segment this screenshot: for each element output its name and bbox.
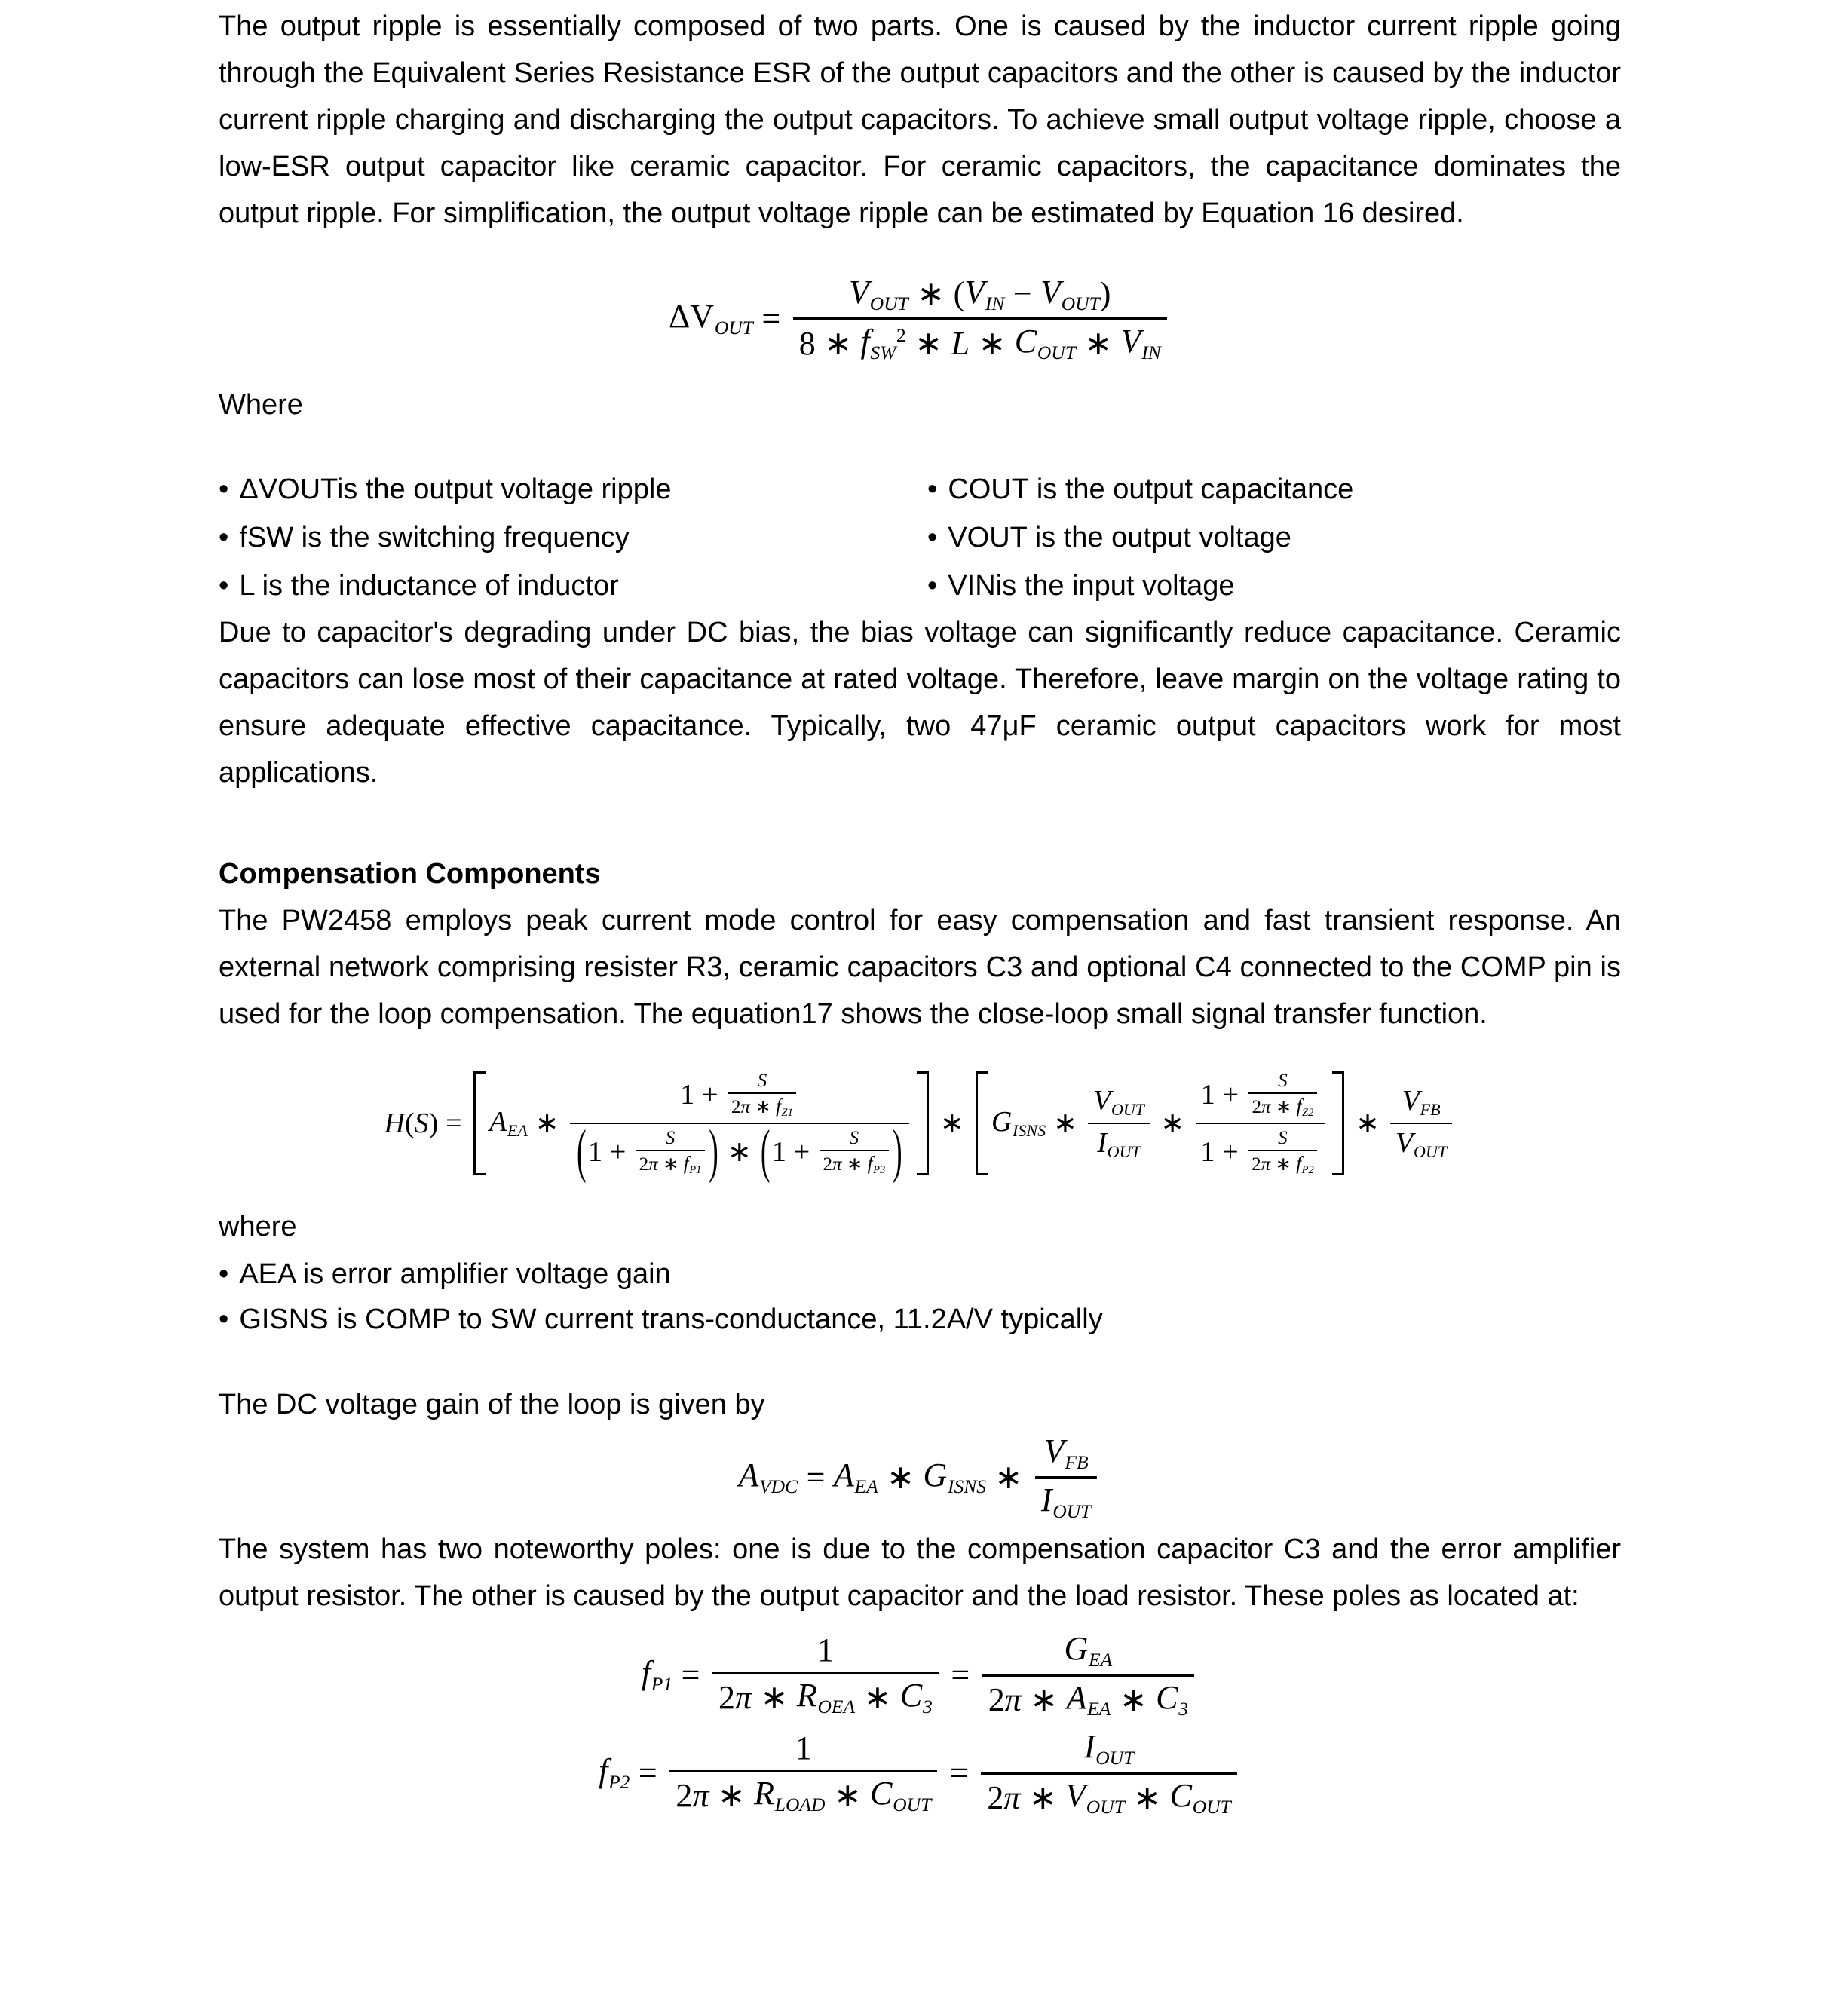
math-variable: π [648, 1154, 658, 1175]
math-subscript: OUT [893, 1794, 932, 1815]
math-fraction [1248, 1129, 1318, 1176]
equation-pole-fp1 [219, 1631, 1621, 1719]
page-content [219, 3, 1621, 1817]
math-variable: $V_{IN}$ [964, 273, 1005, 314]
math-subscript: EA [854, 1475, 878, 1498]
math-row [991, 1071, 1328, 1176]
math-subscript: 3 [922, 1696, 933, 1717]
math-variable: π [735, 1678, 752, 1716]
math-text: ) [1099, 275, 1111, 313]
math-operator: ∗ [1052, 1108, 1077, 1139]
math-text: 2 [823, 1154, 833, 1175]
math-variable: S [414, 1108, 429, 1139]
math-row [1035, 1481, 1097, 1522]
math-row [675, 1071, 804, 1119]
math-fraction [728, 1071, 796, 1119]
math-variable: $R_{OEA}$ [796, 1677, 856, 1717]
math-operator: ∗ [914, 324, 943, 362]
math-operator: ∗ [847, 1154, 863, 1175]
list-item-text: COUT is the output capacitance [948, 473, 1354, 505]
paren-r: ) [709, 1119, 718, 1185]
math-variable: π [1261, 1154, 1271, 1175]
math-subscript: P1 [651, 1673, 673, 1696]
math-text: 1 [680, 1078, 695, 1111]
math-row [489, 1070, 912, 1185]
math-variable: H [384, 1108, 405, 1139]
math-operator: ∗ [1084, 324, 1113, 362]
fraction-bar [982, 1674, 1194, 1676]
math-text: 2 [1252, 1097, 1261, 1118]
list-item-text: GISNS is COMP to SW current trans-conductance, 11.2A/V typically [239, 1304, 1103, 1335]
math-text: 1 [1200, 1078, 1215, 1111]
equation-dc-gain [219, 1432, 1621, 1523]
math-variable: $A_{EA}$ [1066, 1678, 1111, 1720]
math-operator: + [1222, 1078, 1239, 1111]
math-row [599, 1727, 1241, 1818]
math-text: 2 [988, 1681, 1005, 1718]
math-operator: + [609, 1136, 627, 1169]
math-variable: $V_{OUT}$ [1093, 1084, 1145, 1120]
math-row [793, 322, 1167, 363]
math-variable: L [951, 324, 970, 362]
equation-pole-fp2 [219, 1727, 1621, 1818]
math-variable: π [1261, 1097, 1271, 1118]
math-row [712, 1679, 938, 1716]
math-operator: = [681, 1656, 700, 1693]
math-operator: ∗ [663, 1154, 679, 1175]
math-row [641, 1629, 1198, 1720]
math-operator: ∗ [1276, 1097, 1292, 1118]
math-operator: ∗ [1275, 1154, 1291, 1175]
math-operator: = [761, 299, 781, 337]
math-text: ) [428, 1108, 439, 1139]
math-operator: ∗ [978, 324, 1006, 362]
math-subscript: OUT [1061, 292, 1100, 314]
list-item [219, 466, 927, 513]
math-variable: $V_{OUT}$ [1065, 1776, 1125, 1818]
math-variable: π [832, 1154, 842, 1175]
math-subscript: OUT [1086, 1795, 1125, 1818]
math-subscript: Z1 [781, 1106, 793, 1119]
math-operator: ∗ [535, 1108, 559, 1139]
paragraph-dc-gain-intro: The DC voltage gain of the loop is given by [219, 1389, 765, 1420]
list-item-text: L is the inductance of inductor [239, 570, 619, 602]
fraction-bar [1248, 1150, 1318, 1151]
math-operator: ∗ [824, 324, 853, 362]
math-subscript: OUT [1111, 1100, 1145, 1120]
fraction-bar [712, 1672, 938, 1674]
math-operator: − [1013, 275, 1032, 313]
math-fraction [1248, 1071, 1317, 1119]
math-text: ( [404, 1108, 415, 1139]
math-variable: $A_{EA}$ [489, 1105, 528, 1141]
math-subscript: ISNS [947, 1475, 986, 1498]
math-subscript: OUT [1052, 1500, 1092, 1522]
math-variable: $C_{OUT}$ [1169, 1776, 1231, 1818]
math-row [1390, 1126, 1452, 1162]
math-row [1088, 1086, 1150, 1119]
math-subscript: OUT [1192, 1795, 1231, 1818]
math-subscript: FB [1065, 1451, 1089, 1473]
math-operator: ∗ [833, 1776, 862, 1814]
bullet-marker: • [927, 570, 938, 602]
math-text: 8 [798, 324, 816, 362]
paren-r: ) [892, 1119, 902, 1185]
math-variable: $G_{EA}$ [1064, 1629, 1113, 1671]
math-operator: ∗ [1028, 1779, 1057, 1816]
list-item [219, 1297, 1621, 1342]
math-operator: ∗ [939, 1108, 964, 1139]
math-row [570, 1119, 909, 1185]
math-variable: $f_{Z2}$ [1296, 1095, 1314, 1119]
math-variable: $C_{OUT}$ [870, 1775, 932, 1815]
list-item [219, 1252, 1621, 1297]
math-row [843, 273, 1117, 314]
math-fraction [1196, 1071, 1325, 1176]
list-item [219, 514, 927, 561]
list-item-text: ΔVOUTis the output voltage ripple [239, 473, 672, 505]
bullet-marker: • [927, 522, 938, 553]
math-row [789, 1732, 818, 1765]
math-variable: $V_{OUT}$ [849, 273, 908, 314]
math-variable: $G_{ISNS}$ [923, 1457, 986, 1498]
paragraph-output-ripple: The output ripple is essentially composed of two parts. One is caused by the inductor current ripple going through the Equivalent Series Resistance ESR of the output capacitors and the other is caused by the inductor current ripple charging and discharging the output capacitors. To achieve small output voltage ripple, choose a low-ESR output capacitor like ceramic capacitor. For ceramic capacitors, the capacitance dominates the output ripple. For simplification, the output voltage ripple can be estimated by Equation 16 desired. [219, 11, 1621, 229]
math-operator: ∗ [717, 1776, 746, 1814]
square-bracket-l [473, 1071, 486, 1176]
math-variable: $V_{IN}$ [1120, 322, 1161, 363]
math-variable: S [1278, 1070, 1288, 1091]
math-subscript: FB [1420, 1100, 1441, 1120]
math-row [1248, 1097, 1317, 1119]
math-operator: = [446, 1108, 462, 1139]
math-subscript: EA [1089, 1648, 1113, 1671]
math-row [772, 1129, 891, 1176]
math-variable: $f_{Z1}$ [776, 1095, 793, 1119]
math-row [1397, 1086, 1445, 1119]
math-row [588, 1129, 707, 1176]
math-subscript: P2 [608, 1771, 630, 1794]
math-row [981, 1776, 1236, 1818]
list-item-text: VOUT is the output voltage [948, 522, 1291, 553]
math-variable: $f_{P1}$ [641, 1654, 673, 1696]
math-row [1038, 1432, 1095, 1473]
math-variable: S [665, 1127, 676, 1148]
bullet-marker: • [219, 1304, 229, 1335]
math-variable: S [1278, 1127, 1288, 1148]
math-operator: ∗ [760, 1678, 789, 1716]
math-operator: ∗ [1356, 1108, 1380, 1139]
paragraph-dc-bias: Due to capacitor's degrading under DC bias, the bias voltage can significantly reduce capacitance. Ceramic capacitors can lose most of their capacitance at rated voltage. Therefore, leave margin on the voltage rating to ensure adequate effective capacitance. Typically, two 47μF ceramic output capacitors work for most applications. [219, 617, 1621, 789]
math-text: 2 [718, 1678, 736, 1716]
math-subscript: 3 [1178, 1697, 1188, 1720]
math-subscript: OUT [1095, 1746, 1135, 1769]
math-variable: $I_{OUT}$ [1040, 1481, 1092, 1522]
math-row [384, 1070, 1456, 1185]
math-subscript: IN [1141, 341, 1161, 363]
fraction-bar [636, 1150, 705, 1151]
heading-compensation-components: Compensation Components [219, 858, 601, 890]
math-fraction [793, 273, 1167, 363]
square-bracket-l [976, 1071, 988, 1176]
math-variable: π [692, 1776, 709, 1814]
bullet-marker: • [219, 570, 229, 602]
math-text: 1 [1200, 1136, 1215, 1169]
list-item [927, 514, 1621, 561]
list-item-text: fSW is the switching frequency [239, 522, 630, 553]
math-row [982, 1678, 1194, 1720]
math-fraction [982, 1629, 1194, 1720]
list-item [219, 562, 927, 609]
math-operator: + [1222, 1136, 1239, 1169]
math-row [846, 1129, 862, 1147]
math-variable: $V_{FB}$ [1043, 1432, 1089, 1473]
math-operator: + [793, 1136, 810, 1169]
math-operator: ∗ [887, 1458, 914, 1496]
math-operator: ∗ [863, 1678, 892, 1716]
fraction-bar [728, 1092, 796, 1094]
paren-l: ( [577, 1119, 587, 1185]
math-variable: $f_{SW}^2$ [860, 322, 906, 363]
math-subscript: EA [1087, 1697, 1111, 1720]
math-row [662, 1129, 679, 1147]
fraction-bar [820, 1150, 889, 1151]
math-variable: $C_3$ [1156, 1678, 1188, 1720]
definition-list-ripple-terms [219, 466, 1621, 609]
math-variable: $A_{VDC}$ [738, 1457, 798, 1498]
math-fraction [669, 1732, 937, 1814]
math-operator: ∗ [1030, 1681, 1058, 1718]
math-subscript: OEA [817, 1696, 856, 1717]
definition-list-gain-terms [219, 1252, 1621, 1342]
math-row [1196, 1071, 1325, 1119]
fraction-bar [1035, 1476, 1097, 1478]
fraction-bar [669, 1770, 937, 1772]
math-variable: $f_{P1}$ [683, 1153, 702, 1176]
list-item-text: VINis the input voltage [948, 570, 1235, 602]
math-fenced-group [759, 1119, 904, 1185]
list-item-text: AEA is error amplifier voltage gain [239, 1258, 671, 1290]
math-row [1275, 1129, 1291, 1147]
math-variable: $G_{ISNS}$ [991, 1105, 1046, 1141]
list-item [927, 466, 1621, 513]
label-where-1: Where [219, 389, 303, 421]
math-superscript: 2 [896, 323, 906, 346]
math-operator: ∗ [917, 275, 945, 313]
math-fenced-group [575, 1119, 720, 1185]
math-variable: $V_{FB}$ [1402, 1084, 1441, 1120]
math-variable: $C_3$ [899, 1677, 933, 1717]
math-variable: $I_{OUT}$ [1097, 1126, 1141, 1162]
math-operator: ∗ [727, 1136, 752, 1169]
math-operator: = [638, 1754, 657, 1791]
math-operator: ∗ [994, 1458, 1023, 1496]
math-operator: + [702, 1078, 718, 1111]
square-bracket-r [1332, 1071, 1344, 1176]
math-subscript: P2 [1301, 1163, 1314, 1176]
math-subscript: OUT [1414, 1142, 1448, 1162]
math-operator: = [949, 1754, 969, 1791]
fraction-bar [570, 1123, 909, 1125]
math-operator: ∗ [1160, 1108, 1185, 1139]
math-fraction [820, 1129, 889, 1176]
math-operator: = [951, 1656, 970, 1693]
math-fenced-group [971, 1071, 1348, 1176]
paragraph-poles: The system has two noteworthy poles: one is due to the compensation capacitor C3 and the error amplifier output resistor. The other is caused by the output capacitor and the load resistor. These poles as located at: [219, 1533, 1621, 1612]
math-row [754, 1071, 771, 1090]
fraction-bar [1248, 1092, 1317, 1094]
list-item [927, 562, 1621, 609]
math-subscript: ISNS [1013, 1121, 1046, 1141]
math-subscript: SW [870, 341, 896, 363]
math-variable: $C_{OUT}$ [1014, 322, 1076, 363]
math-row [811, 1631, 840, 1669]
math-text: 2 [1252, 1154, 1261, 1175]
math-variable: $I_{OUT}$ [1083, 1727, 1135, 1769]
math-symbol: $\Delta V_{OUT}$ [669, 298, 753, 339]
math-row [1092, 1126, 1146, 1162]
math-variable: $f_{P2}$ [1296, 1153, 1314, 1176]
fraction-bar [981, 1772, 1236, 1774]
fraction-bar [1390, 1123, 1452, 1125]
math-subscript: Z2 [1302, 1106, 1314, 1119]
math-text: 1 [816, 1631, 834, 1669]
bullet-marker: • [219, 522, 229, 553]
math-variable: $f_{P3}$ [867, 1153, 886, 1176]
math-subscript: P1 [689, 1163, 702, 1176]
math-subscript: IN [985, 292, 1005, 314]
math-subscript: EA [507, 1121, 528, 1141]
math-row [636, 1154, 705, 1176]
fraction-bar [1088, 1123, 1150, 1125]
math-text: 2 [676, 1776, 693, 1814]
math-subscript: VDC [759, 1475, 798, 1498]
math-text: 2 [731, 1097, 741, 1118]
math-fraction [712, 1631, 938, 1717]
bullet-marker: • [219, 1258, 229, 1290]
math-fraction [1035, 1432, 1097, 1522]
math-subscript: OUT [1037, 341, 1076, 363]
math-text: 1 [795, 1730, 812, 1767]
math-fraction [1088, 1086, 1150, 1161]
math-operator: ∗ [755, 1097, 771, 1118]
fraction-bar [793, 317, 1167, 320]
fraction-bar [1196, 1123, 1325, 1125]
math-variable: π [1003, 1779, 1021, 1816]
math-row [669, 273, 1171, 363]
math-fraction [570, 1070, 909, 1185]
math-fraction [636, 1129, 705, 1176]
math-variable: π [740, 1097, 751, 1118]
math-variable: π [1004, 1681, 1022, 1718]
bullet-marker: • [927, 473, 938, 505]
math-row [1196, 1129, 1325, 1176]
label-where-2: where [219, 1211, 297, 1242]
math-row [1058, 1629, 1119, 1671]
math-variable: $R_{LOAD}$ [754, 1775, 826, 1815]
math-row [669, 1777, 937, 1814]
math-text: ( [953, 275, 965, 313]
math-operator: = [806, 1458, 826, 1496]
math-variable: $A_{EA}$ [833, 1457, 878, 1498]
math-text: 1 [587, 1136, 602, 1169]
math-operator: ∗ [1133, 1779, 1162, 1816]
square-bracket-r [917, 1071, 929, 1176]
math-row [1275, 1071, 1291, 1090]
equation-17-transfer-function [219, 1048, 1621, 1199]
bullet-marker: • [219, 473, 229, 505]
math-variable: $f_{P2}$ [599, 1752, 630, 1794]
math-row [728, 1097, 796, 1119]
math-fenced-group [469, 1070, 932, 1185]
math-text: 2 [639, 1154, 649, 1175]
math-fraction [981, 1727, 1236, 1818]
math-subscript: P3 [873, 1163, 886, 1176]
math-row [1078, 1727, 1140, 1769]
math-variable: S [849, 1127, 859, 1148]
math-subscript: LOAD [774, 1794, 826, 1815]
math-operator: ∗ [1119, 1681, 1147, 1718]
math-variable: S [757, 1070, 767, 1091]
math-row [820, 1154, 889, 1176]
math-subscript: OUT [1107, 1142, 1141, 1162]
math-row [1248, 1154, 1318, 1176]
math-text: 2 [987, 1779, 1004, 1816]
math-subscript: OUT [869, 292, 908, 314]
math-text: 1 [771, 1136, 786, 1169]
paragraph-compensation-intro: The PW2458 employs peak current mode control for easy compensation and fast transient response. An external network comprising resister R3, ceramic capacitors C3 and optional C4 connected to the COMP pin is used for the loop compensation. The equation17 shows the close-loop small signal transfer function. [219, 905, 1621, 1030]
math-row [738, 1432, 1101, 1522]
equation-16-output-ripple [219, 270, 1621, 368]
math-subscript: OUT [714, 317, 753, 339]
math-variable: $V_{OUT}$ [1395, 1126, 1448, 1162]
math-fraction [1390, 1086, 1452, 1161]
math-variable: $V_{OUT}$ [1040, 273, 1100, 314]
paren-l: ( [760, 1119, 771, 1185]
